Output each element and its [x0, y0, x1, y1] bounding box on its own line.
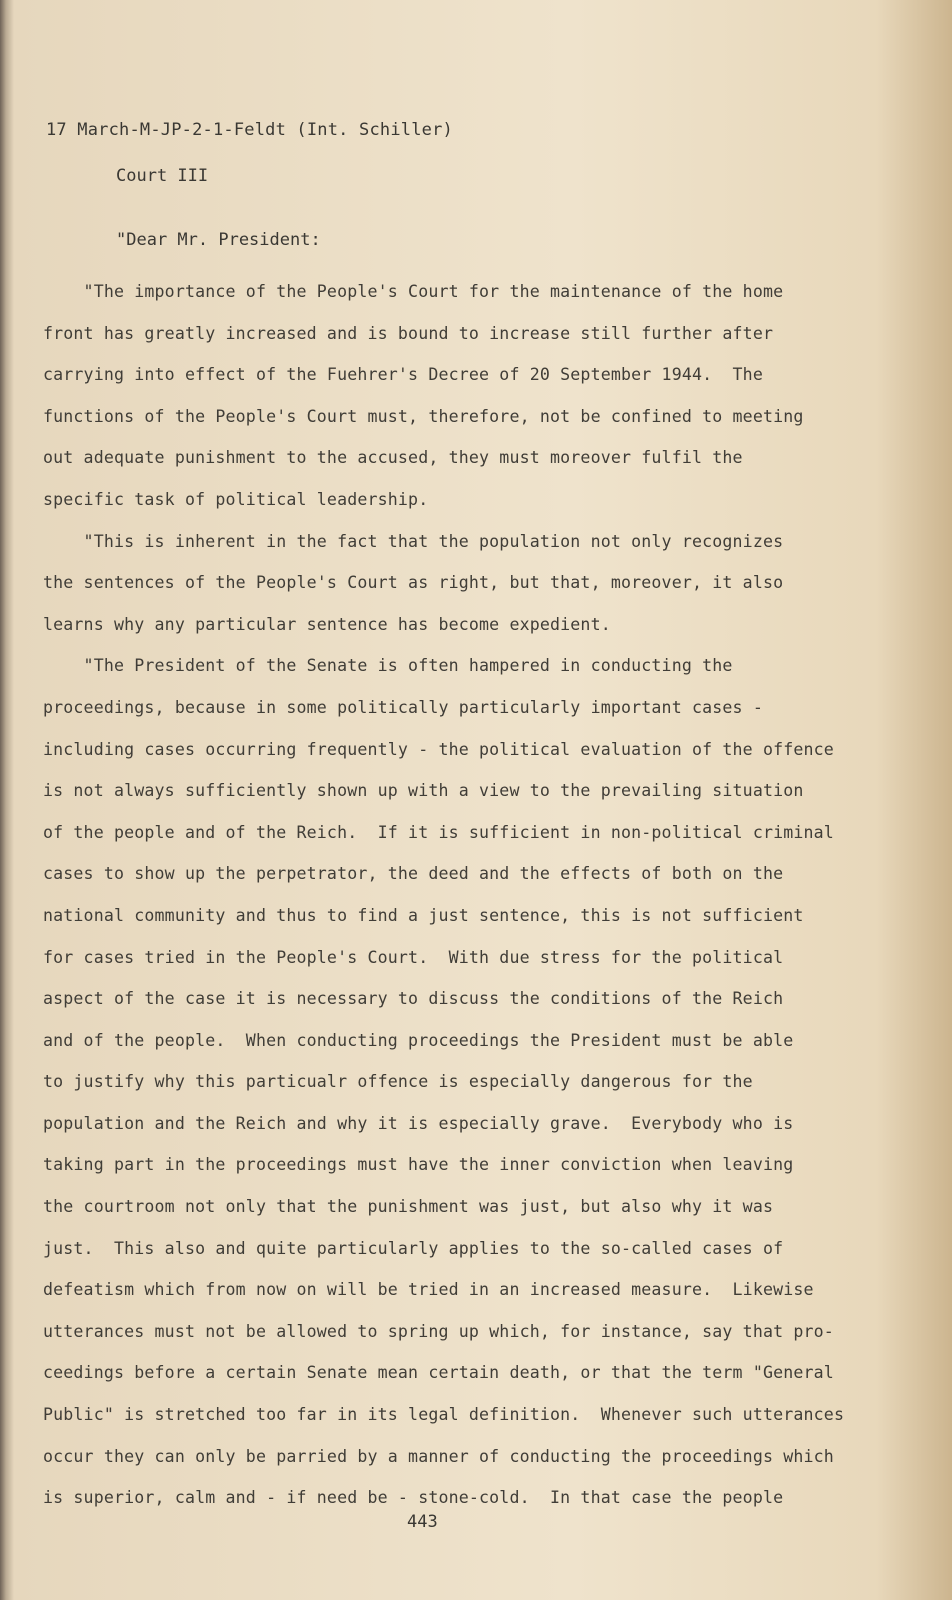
text-line: is not always sufficiently shown up with a view to the prevailing situation	[43, 781, 804, 801]
text-line: carrying into effect of the Fuehrer's Decree of 20 September 1944. The	[43, 365, 763, 385]
text-line: the courtroom not only that the punishment was just, but also why it was	[43, 1197, 774, 1217]
court-label: Court III	[116, 166, 209, 186]
text-line: utterances must not be allowed to spring up which, for instance, say that pro-	[43, 1321, 834, 1341]
text-line: defeatism which from now on will be tried in an increased measure. Likewise	[43, 1280, 814, 1300]
document-header: 17 March-M-JP-2-1-Feldt (Int. Schiller)	[46, 120, 453, 140]
text-line: "This is inherent in the fact that the population not only recognizes	[43, 531, 784, 551]
text-line: "The importance of the People's Court for the maintenance of the home	[43, 282, 784, 301]
salutation: "Dear Mr. President:	[116, 230, 321, 250]
text-line: aspect of the case it is necessary to discuss the conditions of the Reich	[43, 989, 784, 1009]
text-line: cases to show up the perpetrator, the deed and the effects of both on the	[43, 864, 784, 884]
text-line: to justify why this particualr offence is especially dangerous for the	[43, 1072, 753, 1092]
text-line: national community and thus to find a just sentence, this is not sufficient	[43, 905, 804, 925]
text-line: is superior, calm and - if need be - stone-cold. In that case the people	[43, 1488, 784, 1508]
text-line: functions of the People's Court must, therefore, not be confined to meeting	[43, 406, 804, 426]
page-number: 443	[407, 1512, 438, 1532]
text-line: ceedings before a certain Senate mean certain death, or that the term "General	[43, 1363, 834, 1383]
text-line: out adequate punishment to the accused, they must moreover fulfil the	[43, 448, 743, 468]
text-line: and of the people. When conducting proceedings the President must be able	[43, 1030, 794, 1050]
text-line: specific task of political leadership.	[43, 489, 429, 509]
text-line: of the people and of the Reich. If it is sufficient in non-political criminal	[43, 822, 834, 842]
body-text	[43, 271, 863, 1519]
text-line: proceedings, because in some politically particularly important cases -	[43, 697, 763, 717]
text-line: front has greatly increased and is bound to increase still further after	[43, 323, 774, 343]
text-line: learns why any particular sentence has become expedient.	[43, 614, 611, 634]
text-line: just. This also and quite particularly applies to the so-called cases of	[43, 1238, 784, 1258]
text-line: population and the Reich and why it is especially grave. Everybody who is	[43, 1113, 794, 1133]
text-line: the sentences of the People's Court as right, but that, moreover, it also	[43, 573, 784, 593]
text-line: "The President of the Senate is often hampered in conducting the	[43, 656, 733, 676]
text-line: for cases tried in the People's Court. With due stress for the political	[43, 947, 784, 967]
text-line: including cases occurring frequently - the political evaluation of the offence	[43, 739, 834, 759]
text-line: occur they can only be parried by a manner of conducting the proceedings which	[43, 1446, 834, 1466]
text-line: taking part in the proceedings must have the inner conviction when leaving	[43, 1155, 794, 1175]
text-line: Public" is stretched too far in its legal definition. Whenever such utterances	[43, 1405, 845, 1425]
